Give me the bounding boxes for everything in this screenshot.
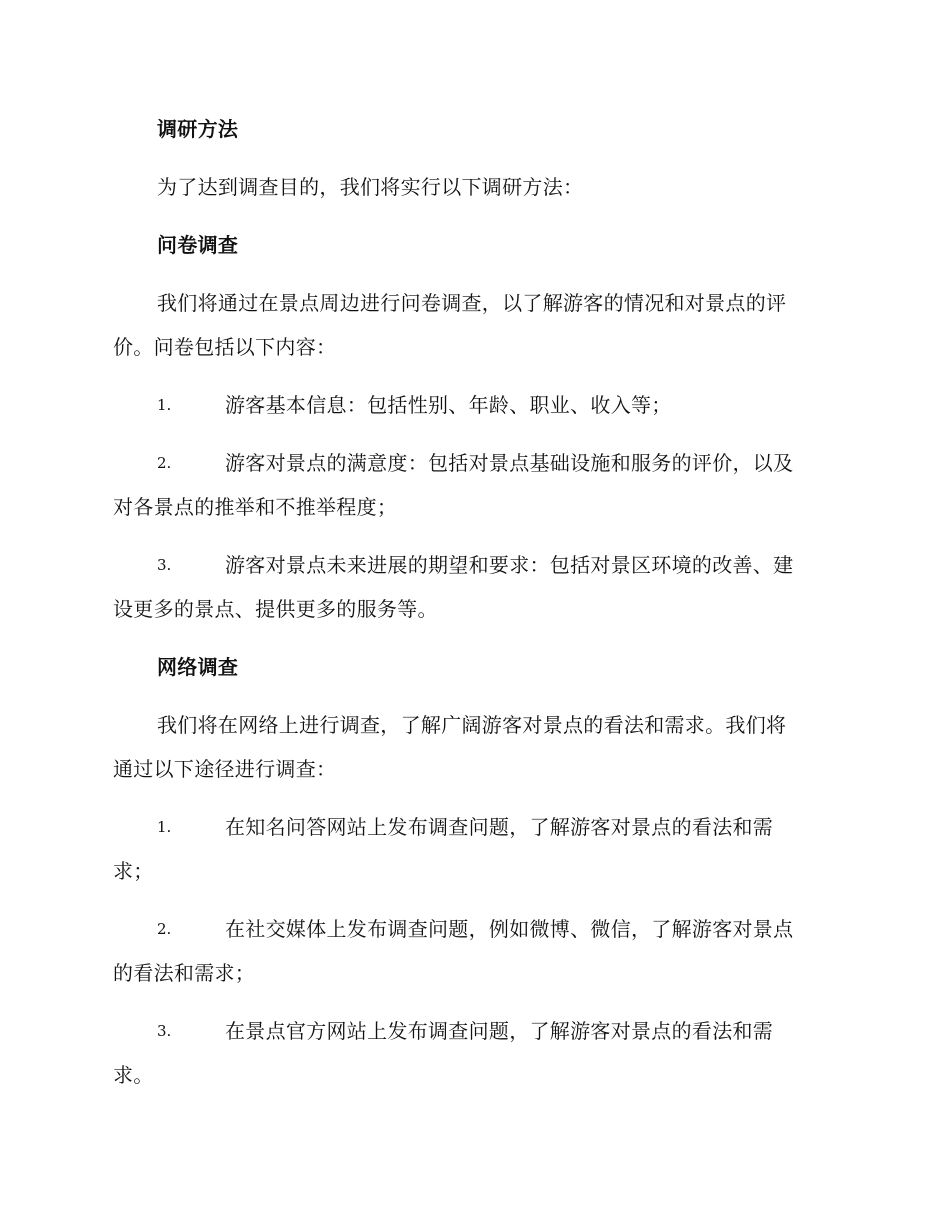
questionnaire-paragraph-line2: 价。问卷包括以下内容： [113,335,337,359]
list-item-text-cont: 对各景点的推举和不推举程度； [113,495,398,519]
list-item-text-cont: 求。 [113,1063,154,1087]
subheading-questionnaire: 问卷调查 [157,233,239,257]
list-number: 1. [157,818,172,836]
list-item-text: 在知名问答网站上发布调查问题，了解游客对景点的看法和需 [225,815,774,839]
intro-paragraph: 为了达到调查目的，我们将实行以下调研方法： [157,175,584,199]
list-number: 2. [157,920,172,938]
questionnaire-paragraph-line1: 我们将通过在景点周边进行问卷调查，以了解游客的情况和对景点的评 [157,291,787,315]
list-item-text-cont: 的看法和需求； [113,961,256,985]
list-number: 3. [157,1022,172,1040]
list-item-text-cont: 求； [113,859,154,883]
list-item-text: 在社交媒体上发布调查问题，例如微博、微信，了解游客对景点 [225,917,794,941]
online-paragraph-line2: 通过以下途径进行调查： [113,757,337,781]
list-item-text: 游客基本信息：包括性别、年龄、职业、收入等； [225,393,672,417]
list-item-text: 游客对景点的满意度：包括对景点基础设施和服务的评价，以及 [225,451,794,475]
online-paragraph-line1: 我们将在网络上进行调查，了解广阔游客对景点的看法和需求。我们将 [157,713,787,737]
list-item-text-cont: 设更多的景点、提供更多的服务等。 [113,597,438,621]
list-number: 3. [157,556,172,574]
list-number: 1. [157,396,172,414]
subheading-online: 网络调查 [157,655,239,679]
list-item-text: 在景点官方网站上发布调查问题，了解游客对景点的看法和需 [225,1019,774,1043]
list-number: 2. [157,454,172,472]
list-item-text: 游客对景点未来进展的期望和要求：包括对景区环境的改善、建 [225,553,794,577]
section-heading-methods: 调研方法 [157,117,239,141]
